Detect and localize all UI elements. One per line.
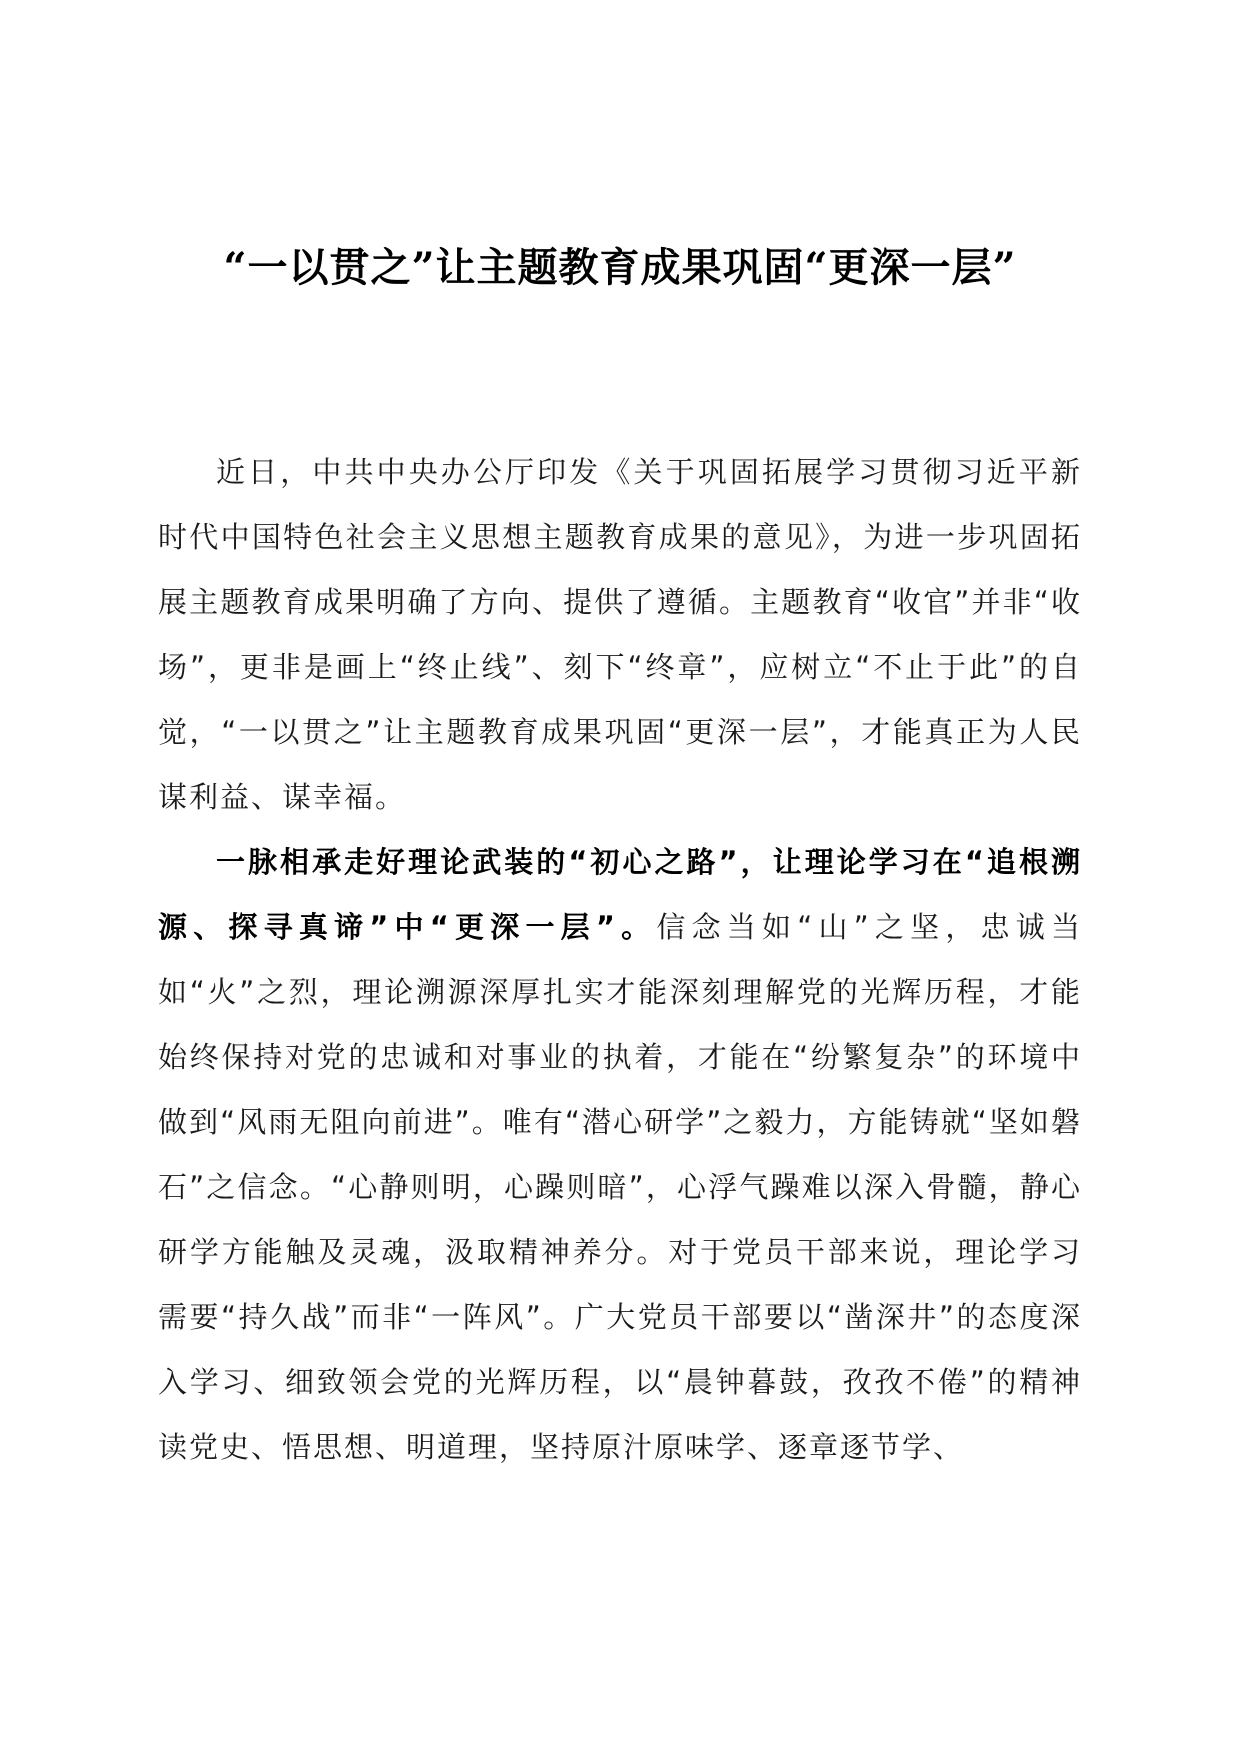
document-title: “一以贯之”让主题教育成果巩固“更深一层”: [223, 243, 1017, 291]
document-body: [158, 440, 1082, 1480]
paragraph-theory-text: 信念当如“山”之坚，忠诚当如“火”之烈，理论溯源深厚扎实才能深刻理解党的光辉历程，才能始终保持对党的忠诚和对事业的执着，才能在“纷繁复杂”的环境中做到“风雨无阻向前进”。唯有“潜心研学”之毅力，方能铸就“坚如磐石”之信念。“心静则明，心躁则暗”，心浮气躁难以深入骨髓，静心研学方能触及灵魂，汲取精神养分。对于党员干部来说，理论学习需要“持久战”而非“一阵风”。广大党员干部要以“凿深井”的态度深入学习、细致领会党的光辉历程，以“晨钟暮鼓，孜孜不倦”的精神读党史、悟思想、明道理，坚持原汁原味学、逐章逐节学、: [158, 910, 1082, 1464]
paragraph-intro-text: 近日，中共中央办公厅印发《关于巩固拓展学习贯彻习近平新时代中国特色社会主义思想主题教育成果的意见》，为进一步巩固拓展主题教育成果明确了方向、提供了遵循。主题教育“收官”并非“收场”，更非是画上“终止线”、刻下“终章”，应树立“不止于此”的自觉，“一以贯之”让主题教育成果巩固“更深一层”，才能真正为人民谋利益、谋幸福。: [158, 455, 1082, 814]
paragraph-theory: [158, 830, 1082, 1480]
paragraph-intro: [158, 440, 1082, 830]
paragraph-theory-lead: 一脉相承走好理论武装的“初心之路”，让理论学习在“追根溯源、探寻真谛”中“更深一层”。: [158, 845, 1082, 944]
